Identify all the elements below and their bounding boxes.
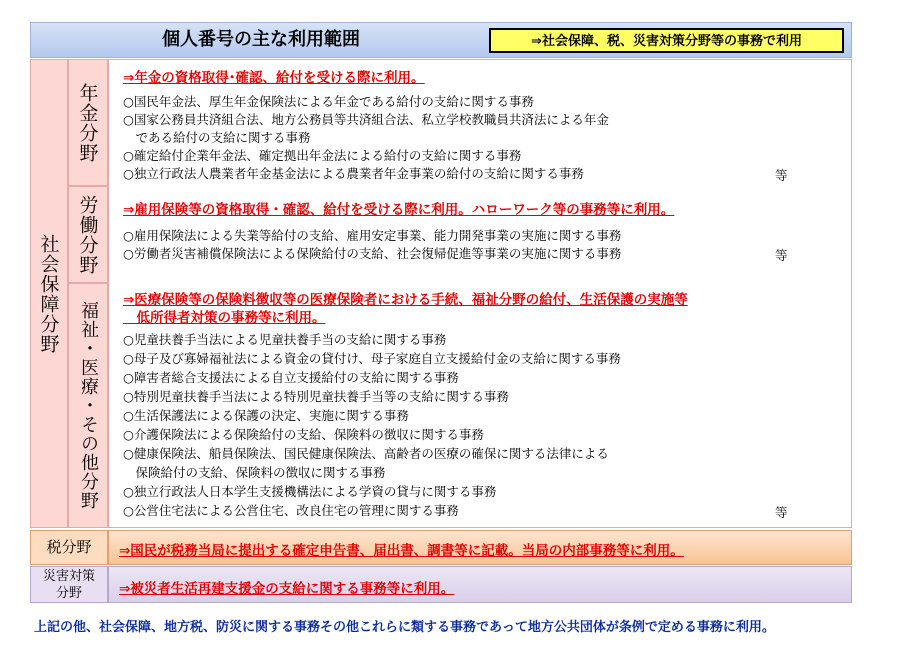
disaster-text: ⇒被災者生活再建支援金の支給に関する事務等に利用。 — [119, 581, 455, 597]
social-security-column — [30, 59, 68, 528]
welfare-item: ○健康保険法、船員保険法、国民健康保険法、高齢者の医療の確保に関する法律による — [123, 446, 609, 461]
labor-heading: ⇒雇用保険等の資格取得・確認、給付を受ける際に利用。ハローワーク等の事務等に利用。 — [123, 202, 675, 218]
disaster-content — [108, 566, 852, 603]
tax-text: ⇒国民が税務当局に提出する確定申告書、届出書、調書等に記載。当局の内部事務等に利用。 — [119, 543, 684, 559]
welfare-column — [68, 283, 108, 528]
labor-column — [68, 186, 108, 283]
footer-note: 上記の他、社会保障、地方税、防災に関する事務その他これらに類する事務であって地方公共団体が条例で定める事務に利用。 — [34, 620, 775, 635]
labor-etc: 等 — [775, 248, 788, 263]
tagline-box: ⇒社会保障、税、災害対策分野等の事務で利用 — [489, 28, 844, 53]
labor-item: ○雇用保険法による失業等給付の支給、雇用安定事業、能力開発事業の実施に関する事務 — [123, 228, 622, 243]
disaster-label — [30, 566, 108, 603]
tax-label: 税分野 — [30, 530, 108, 565]
labor-item: ○労働者災害補償保険法による保険給付の支給、社会復帰促進等事業の実施に関する事務 — [123, 246, 622, 261]
tax-content — [108, 530, 852, 565]
welfare-item: 保険給付の支給、保険料の徴収に関する事務 — [123, 465, 386, 480]
labor-label: 労働分野 — [76, 194, 99, 275]
pension-heading: ⇒年金の資格取得･確認、給付を受ける際に利用。 — [123, 70, 425, 86]
social-security-content — [108, 59, 852, 528]
welfare-item: ○介護保険法による保険給付の支給、保険料の徴収に関する事務 — [123, 427, 484, 442]
pension-etc: 等 — [775, 168, 788, 183]
welfare-heading: ⇒医療保険等の保険料徴収等の医療保険者における手続、福祉分野の給付、生活保護の実施等 — [123, 292, 688, 308]
header-bar — [30, 22, 852, 58]
welfare-item: ○生活保護法による保護の決定、実施に関する事務 — [123, 408, 409, 423]
page-title: 個人番号の主な利用範囲 — [162, 29, 360, 50]
disaster-label-line: 分野 — [55, 586, 82, 601]
pension-item: ○独立行政法人農業者年金基金法による農業者年金事業の給付の支給に関する事務 — [123, 166, 584, 181]
disaster-label-line: 災害対策 — [42, 569, 95, 584]
pension-item: ○国民年金法、厚生年金保険法による年金である給付の支給に関する事務 — [123, 94, 534, 109]
pension-item: ○国家公務員共済組合法、地方公務員等共済組合法、私立学校教職員共済法による年金 — [123, 112, 609, 127]
welfare-item: ○母子及び寡婦福祉法による資金の貸付け、母子家庭自立支援給付金の支給に関する事務 — [123, 351, 621, 366]
welfare-item: ○独立行政法人日本学生支援機構法による学資の貸与に関する事務 — [123, 484, 497, 499]
welfare-etc: 等 — [775, 505, 788, 520]
welfare-label: 福祉・医療・その他分野 — [78, 301, 99, 510]
welfare-heading: 低所得者対策の事務等に利用。 — [123, 310, 326, 326]
social-security-label: 社会保障分野 — [37, 233, 60, 354]
pension-column — [68, 59, 108, 186]
welfare-item: ○公営住宅法による公営住宅、改良住宅の管理に関する事務 — [123, 503, 459, 518]
pension-label: 年金分野 — [76, 82, 99, 163]
welfare-item: ○特別児童扶養手当法による特別児童扶養手当等の支給に関する事務 — [123, 389, 509, 404]
welfare-item: ○児童扶養手当法による児童扶養手当の支給に関する事務 — [123, 332, 447, 347]
pension-item: ○確定給付企業年金法、確定拠出年金法による給付の支給に関する事務 — [123, 148, 522, 163]
pension-item: である給付の支給に関する事務 — [123, 130, 311, 145]
welfare-item: ○障害者総合支援法による自立支援給付の支給に関する事務 — [123, 370, 459, 385]
